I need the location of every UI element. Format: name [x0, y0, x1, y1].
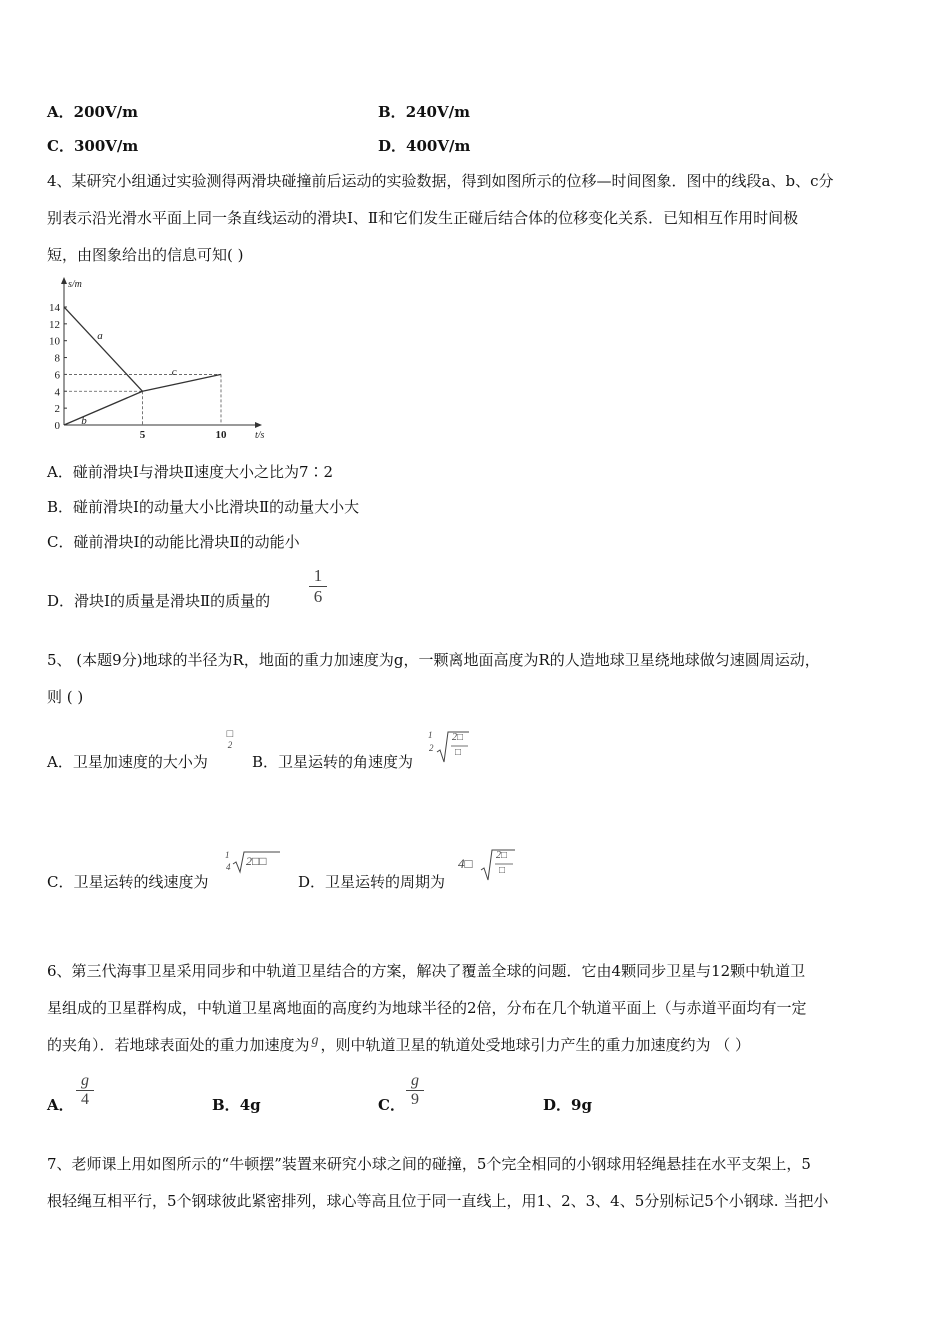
y-axis-arrow — [61, 277, 67, 284]
q6-option-a-fraction — [76, 1072, 94, 1109]
q5-formula-d — [458, 848, 518, 884]
x-tick-label: 10 — [215, 429, 227, 441]
symbol-g: g — [311, 1033, 319, 1048]
q6-stem-line-2: 星组成的卫星群构成，中轨道卫星离地面的高度约为地球半径的2倍，分布在几个轨道平面上（与赤道平面均有一定 — [47, 999, 807, 1017]
formula-radicand: 2□□ — [246, 854, 267, 868]
y-tick-label: 0 — [54, 420, 60, 432]
y-axis-label: s/m — [68, 279, 82, 290]
y-tick-label: 12 — [49, 318, 60, 331]
formula-coef: 4□ — [458, 856, 473, 871]
q4-stem-line-1: 4、某研究小组通过实验测得两滑块碰撞前后运动的实验数据，得到如图所示的位移—时间图象．图中的线段a、b、c分 — [47, 172, 834, 190]
formula-denominator: 2 — [227, 740, 233, 750]
y-tick-label: 8 — [54, 352, 60, 365]
x-tick-label: 5 — [139, 429, 146, 441]
fraction-denominator: 4 — [76, 1090, 94, 1109]
q3-option-a: A．200V/m — [47, 103, 138, 121]
x-axis-arrow — [255, 422, 262, 428]
q5-formula-b — [428, 730, 470, 766]
q4-stem-line-2: 别表示沿光滑水平面上同一条直线运动的滑块Ⅰ、Ⅱ和它们发生正碰后结合体的位移变化关系．已知相互作用时间极 — [47, 209, 799, 227]
fraction-numerator: g — [81, 1072, 89, 1089]
y-tick-label: 6 — [54, 369, 60, 382]
formula-coef-den: 2 — [429, 743, 434, 753]
q3-option-d: D．400V/m — [378, 137, 471, 155]
series-label-a: a — [97, 330, 103, 343]
q6-option-c-fraction — [406, 1072, 424, 1109]
displacement-time-chart — [40, 275, 280, 445]
series-label-b: b — [81, 415, 87, 428]
x-axis-label: t/s — [255, 430, 265, 441]
q6-stem-line-3b: ，则中轨道卫星的轨道处受地球引力产生的重力加速度约为 （ ） — [320, 1036, 751, 1054]
q5-stem-line-1: 5、 (本题9分)地球的半径为R，地面的重力加速度为g，一颗离地面高度为R的人造地球卫星绕地球做匀速圆周运动， — [47, 651, 820, 669]
q4-option-a: A．碰前滑块Ⅰ与滑块Ⅱ速度大小之比为7∶2 — [47, 463, 334, 481]
q7-stem-line-2: 根轻绳互相平行，5个钢球彼此紧密排列，球心等高且位于同一直线上，用1、2、3、4、5分别标记5个小钢球. 当把小 — [47, 1192, 829, 1210]
q6-option-a-letter: A． — [47, 1096, 74, 1114]
formula-radicand: 2□ — [452, 732, 464, 743]
q3-option-c: C．300V/m — [47, 137, 139, 155]
q5-stem-line-2: 则 ( ) — [47, 688, 84, 706]
formula-radicand-den: □ — [455, 747, 462, 758]
y-tick-label: 14 — [49, 301, 60, 314]
q6-option-d: D．9g — [543, 1096, 592, 1114]
q5-formula-c — [225, 850, 281, 880]
fraction-numerator: g — [411, 1072, 419, 1089]
fraction-denominator: 6 — [309, 586, 327, 607]
q5-option-d: D．卫星运转的周期为 — [298, 873, 446, 891]
q6-option-c-letter: C． — [378, 1096, 405, 1114]
series-line-c — [143, 374, 222, 391]
series-label-c: c — [171, 365, 177, 378]
q7-stem-line-1: 7、老师课上用如图所示的“牛顿摆”装置来研究小球之间的碰撞，5个完全相同的小钢球用轻绳悬挂在水平支架上，5 — [47, 1155, 811, 1173]
formula-radicand: 2□ — [496, 850, 508, 861]
q6-stem-line-3a: 的夹角）．若地球表面处的重力加速度为 — [47, 1036, 310, 1054]
fraction-numerator: 1 — [313, 566, 323, 585]
fraction-one-sixth — [309, 566, 327, 607]
q5-option-b: B．卫星运转的角速度为 — [252, 753, 414, 771]
q4-option-b: B．碰前滑块Ⅰ的动量大小比滑块Ⅱ的动量大小大 — [47, 498, 360, 516]
fraction-denominator: 9 — [406, 1090, 424, 1109]
formula-coef-den: 4 — [226, 862, 231, 872]
formula-numerator: □ — [226, 728, 234, 740]
q6-stem-line-3 — [47, 1035, 750, 1057]
q5-formula-a — [224, 728, 236, 750]
series-line-a — [64, 307, 143, 391]
formula-radicand-den: □ — [499, 865, 506, 876]
q4-option-c: C．碰前滑块Ⅰ的动能比滑块Ⅱ的动能小 — [47, 533, 300, 551]
formula-coef: 1 — [428, 730, 433, 740]
q5-option-a: A．卫星加速度的大小为 — [47, 753, 208, 771]
series-line-b — [64, 391, 143, 428]
q5-option-c: C．卫星运转的线速度为 — [47, 873, 209, 891]
y-tick-label: 2 — [54, 403, 60, 416]
y-tick-label: 10 — [49, 335, 60, 348]
q4-stem-line-3: 短，由图象给出的信息可知( ) — [47, 246, 244, 264]
y-tick-label: 4 — [54, 386, 60, 399]
formula-coef: 1 — [225, 850, 230, 860]
q6-option-b: B．4g — [212, 1096, 261, 1114]
q4-option-d: D．滑块Ⅰ的质量是滑块Ⅱ的质量的 — [47, 592, 271, 610]
q6-stem-line-1: 6、第三代海事卫星采用同步和中轨道卫星结合的方案，解决了覆盖全球的问题．它由4颗同步卫星与12颗中轨道卫 — [47, 962, 806, 980]
q3-option-b: B．240V/m — [378, 103, 470, 121]
